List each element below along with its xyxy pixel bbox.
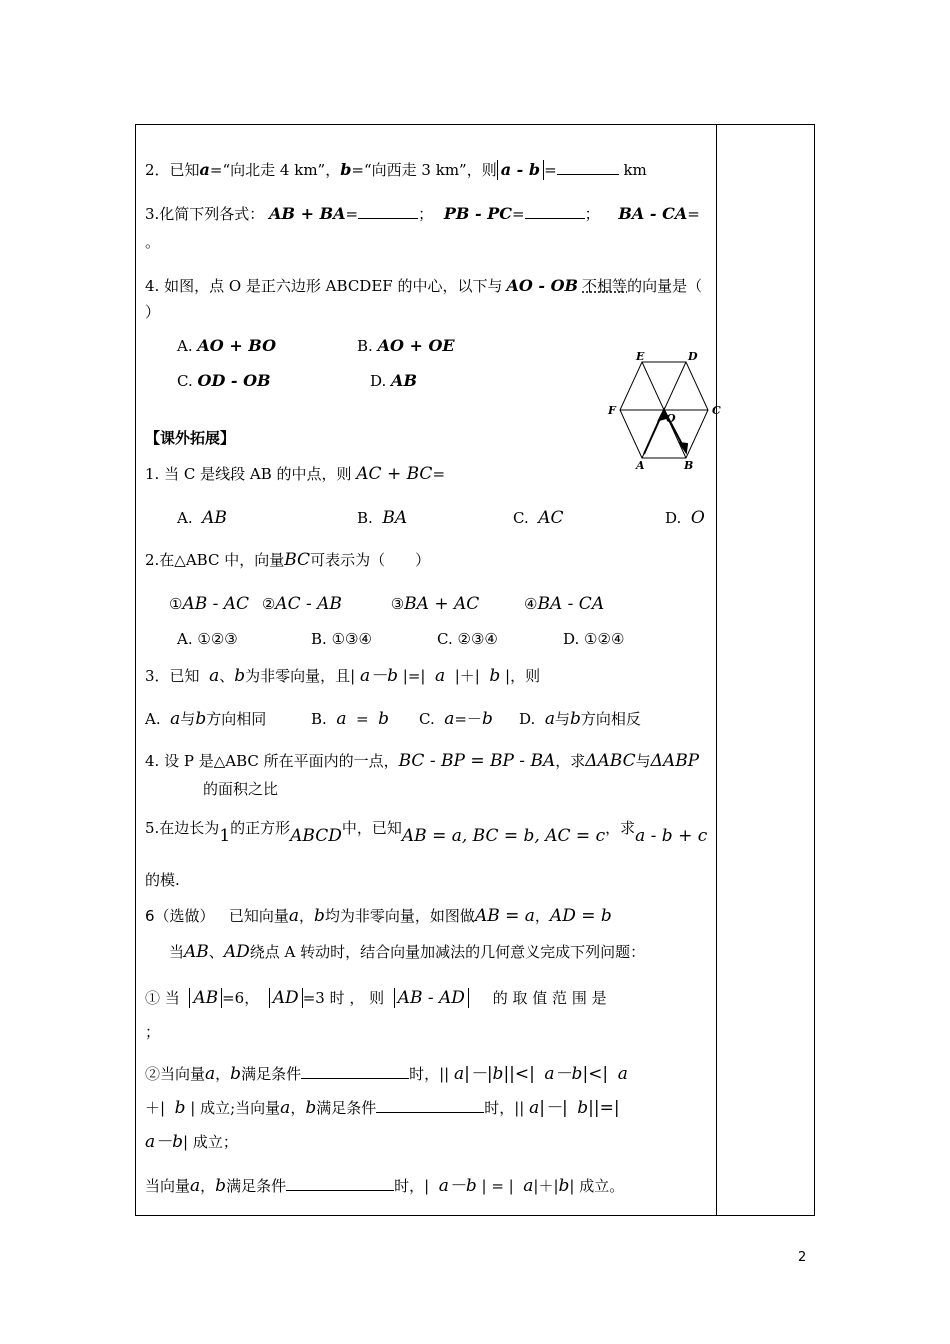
e3-option-a[interactable]: A. a与b方向相同 <box>145 709 267 729</box>
table-column-divider <box>716 124 717 1216</box>
label-d: D <box>688 350 698 363</box>
ext-question-2: 2.在△ABC 中，向量BC可表示为（ ） <box>145 550 431 570</box>
question-4: 4. 如图，点 O 是正六边形 ABCDEF 的中心，以下与 AO - OB 不相等的向量是（ <box>145 276 703 295</box>
e2-option-c[interactable]: C. ②③④ <box>437 630 498 648</box>
e6-part-3: 当向量a，b满足条件 时，| a－b | = | a|＋|b| 成立。 <box>145 1176 625 1196</box>
e2-option-a[interactable]: A. ①②③ <box>177 630 238 648</box>
q4-option-b[interactable]: B. AO + OE <box>357 336 455 355</box>
answer-blank <box>286 1176 394 1191</box>
q4-option-c[interactable]: C. OD - OB <box>177 371 271 390</box>
e3-option-c[interactable]: C. a=－b <box>419 709 493 729</box>
ext-question-3: 3．已知 a、b为非零向量，且| a－b |=| a |＋| b |，则 <box>145 666 541 686</box>
e6-part-2: ②当向量a，b满足条件 时，|| a|－|b||<| a－b|<| a <box>145 1064 628 1084</box>
label-c: C <box>712 404 721 417</box>
answer-blank <box>557 160 619 175</box>
label-a: A <box>636 459 645 472</box>
question-2: 2．已知a=“向北走 4 km”，b=“向西走 3 km”，则 a - b = km <box>145 160 647 179</box>
label-f: F <box>608 404 616 417</box>
ext-question-6: 6（选做） 已知向量a，b均为非零向量，如图做AB = a，AD = b <box>145 906 612 926</box>
e2-option-d[interactable]: D. ①②④ <box>563 630 625 648</box>
label-o: O <box>666 412 676 425</box>
hexagon-figure <box>606 350 728 472</box>
e6-part-1: ① 当 AB =6， AD =3 时 ， 则 AB - AD 的 取 值 范 围 是 <box>145 988 607 1008</box>
label-e: E <box>636 350 645 363</box>
ext-question-4: 4. 设 P 是△ABC 所在平面内的一点，BC - BP = BP - BA，求ΔABC与ΔABP <box>145 751 700 771</box>
q4-option-d[interactable]: D. AB <box>370 371 417 390</box>
e2-option-b[interactable]: B. ①③④ <box>311 630 372 648</box>
answer-blank <box>301 1064 409 1079</box>
answer-blank <box>376 1098 484 1113</box>
page-number: 2 <box>798 1250 807 1265</box>
e1-option-a[interactable]: A. AB <box>177 508 227 528</box>
e2-items: ①AB - AC ②AC - AB ③BA + AC ④BA - CA <box>169 594 605 614</box>
q4-option-a[interactable]: A. AO + BO <box>177 336 277 355</box>
ext-question-1: 1. 当 C 是线段 AB 的中点，则 AC + BC= <box>145 464 446 484</box>
ext-question-5: 5.在边长为1的正方形ABCD中，已知AB = a, BC = b, AC = c，求a - b + c <box>145 819 708 846</box>
e1-option-d[interactable]: D. O <box>665 508 705 528</box>
e1-option-c[interactable]: C. AC <box>513 508 564 528</box>
label-b: B <box>684 459 694 472</box>
e1-option-b[interactable]: B. BA <box>357 508 408 528</box>
question-3: 3.化简下列各式： AB + BA= ； PB - PC= ； BA - CA= <box>145 204 700 223</box>
section-title: 【课外拓展】 <box>145 429 236 447</box>
e3-option-d[interactable]: D. a与b方向相反 <box>519 709 641 729</box>
e3-option-b[interactable]: B. a = b <box>311 709 390 729</box>
